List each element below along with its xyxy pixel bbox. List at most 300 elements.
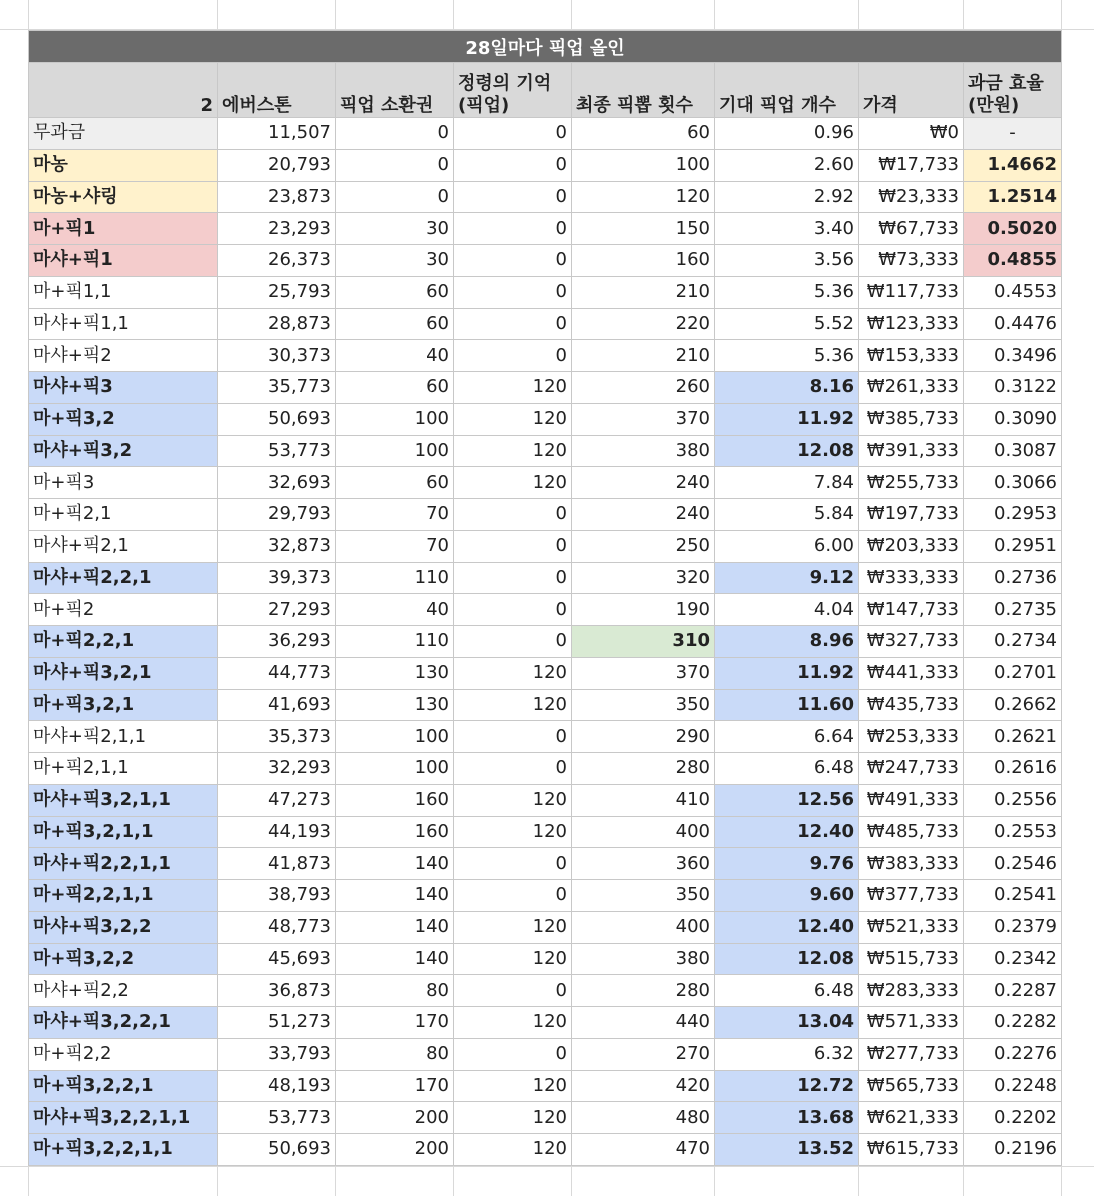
cell-pickup-ticket[interactable]: 100 (336, 435, 454, 467)
cell-spirit-memory[interactable]: 0 (454, 626, 572, 658)
cell-price[interactable]: ₩255,733 (859, 467, 964, 499)
table-row (29, 1007, 1062, 1039)
cell-everstone[interactable]: 11,507 (218, 118, 336, 150)
cell-spirit-memory[interactable]: 120 (454, 943, 572, 975)
cell-price[interactable]: ₩123,333 (859, 308, 964, 340)
table-row (29, 848, 1062, 880)
cell-price[interactable]: ₩441,333 (859, 657, 964, 689)
cell-everstone[interactable]: 53,773 (218, 435, 336, 467)
cell-pickup-ticket[interactable]: 140 (336, 880, 454, 912)
table-row (29, 943, 1062, 975)
cell-price[interactable]: ₩391,333 (859, 435, 964, 467)
cell-expected-pickups[interactable]: 2.92 (715, 181, 859, 213)
cell-name[interactable]: 마+픽2,1 (29, 499, 218, 531)
table-row (29, 753, 1062, 785)
cell-name[interactable]: 마+픽2,2,1,1 (29, 880, 218, 912)
cell-everstone[interactable]: 30,373 (218, 340, 336, 372)
cell-name[interactable]: 마+픽3,2,1 (29, 689, 218, 721)
cell-efficiency[interactable]: 0.2951 (964, 530, 1062, 562)
cell-final-pulls[interactable]: 310 (572, 626, 715, 658)
cell-pickup-ticket[interactable]: 130 (336, 689, 454, 721)
cell-spirit-memory[interactable]: 0 (454, 499, 572, 531)
table-row (29, 689, 1062, 721)
cell-efficiency[interactable]: 0.2662 (964, 689, 1062, 721)
cell-everstone[interactable]: 23,873 (218, 181, 336, 213)
cell-pickup-ticket[interactable]: 30 (336, 245, 454, 277)
cell-everstone[interactable]: 20,793 (218, 149, 336, 181)
cell-spirit-memory[interactable]: 120 (454, 1102, 572, 1134)
cell-name[interactable]: 마+픽3 (29, 467, 218, 499)
cell-final-pulls[interactable]: 320 (572, 562, 715, 594)
cell-pickup-ticket[interactable]: 70 (336, 499, 454, 531)
cell-final-pulls[interactable]: 160 (572, 245, 715, 277)
cell-everstone[interactable]: 26,373 (218, 245, 336, 277)
cell-final-pulls[interactable]: 270 (572, 1038, 715, 1070)
cell-price[interactable]: ₩615,733 (859, 1134, 964, 1166)
cell-final-pulls[interactable]: 380 (572, 943, 715, 975)
cell-expected-pickups[interactable]: 6.00 (715, 530, 859, 562)
cell-expected-pickups[interactable]: 12.40 (715, 911, 859, 943)
header-spirit-memory[interactable]: 정령의 기억 (픽업) (454, 63, 572, 118)
cell-everstone[interactable]: 25,793 (218, 276, 336, 308)
cell-price[interactable]: ₩571,333 (859, 1007, 964, 1039)
cell-expected-pickups[interactable]: 8.96 (715, 626, 859, 658)
cell-final-pulls[interactable]: 260 (572, 372, 715, 404)
cell-final-pulls[interactable]: 420 (572, 1070, 715, 1102)
cell-final-pulls[interactable]: 280 (572, 975, 715, 1007)
cell-spirit-memory[interactable]: 0 (454, 340, 572, 372)
cell-price[interactable]: ₩327,733 (859, 626, 964, 658)
cell-pickup-ticket[interactable]: 60 (336, 308, 454, 340)
cell-price[interactable]: ₩147,733 (859, 594, 964, 626)
cell-expected-pickups[interactable]: 2.60 (715, 149, 859, 181)
cell-everstone[interactable]: 32,693 (218, 467, 336, 499)
cell-spirit-memory[interactable]: 120 (454, 435, 572, 467)
cell-pickup-ticket[interactable]: 170 (336, 1070, 454, 1102)
cell-everstone[interactable]: 53,773 (218, 1102, 336, 1134)
cell-name[interactable]: 마+픽1,1 (29, 276, 218, 308)
cell-final-pulls[interactable]: 480 (572, 1102, 715, 1134)
cell-everstone[interactable]: 41,693 (218, 689, 336, 721)
cell-price[interactable]: ₩247,733 (859, 753, 964, 785)
cell-expected-pickups[interactable]: 9.12 (715, 562, 859, 594)
cell-expected-pickups[interactable]: 5.36 (715, 340, 859, 372)
cell-everstone[interactable]: 51,273 (218, 1007, 336, 1039)
table-row (29, 276, 1062, 308)
cell-expected-pickups[interactable]: 13.04 (715, 1007, 859, 1039)
table-row (29, 245, 1062, 277)
cell-final-pulls[interactable]: 250 (572, 530, 715, 562)
cell-everstone[interactable]: 48,193 (218, 1070, 336, 1102)
pickup-table (28, 30, 1062, 1166)
cell-name[interactable]: 마샤+픽1,1 (29, 308, 218, 340)
cell-name[interactable]: 마샤+픽3,2,2,1 (29, 1007, 218, 1039)
cell-price[interactable]: ₩383,333 (859, 848, 964, 880)
cell-final-pulls[interactable]: 190 (572, 594, 715, 626)
cell-efficiency[interactable]: 0.2287 (964, 975, 1062, 1007)
table-row (29, 657, 1062, 689)
cell-expected-pickups[interactable]: 11.92 (715, 657, 859, 689)
cell-efficiency[interactable]: 0.2276 (964, 1038, 1062, 1070)
cell-efficiency[interactable]: 0.2735 (964, 594, 1062, 626)
cell-spirit-memory[interactable]: 120 (454, 467, 572, 499)
cell-expected-pickups[interactable]: 5.52 (715, 308, 859, 340)
cell-final-pulls[interactable]: 240 (572, 499, 715, 531)
cell-name[interactable]: 마샤+픽3,2,2,1,1 (29, 1102, 218, 1134)
cell-price[interactable]: ₩565,733 (859, 1070, 964, 1102)
cell-final-pulls[interactable]: 380 (572, 435, 715, 467)
cell-price[interactable]: ₩333,333 (859, 562, 964, 594)
cell-name[interactable]: 마+픽2,1,1 (29, 753, 218, 785)
table-row (29, 975, 1062, 1007)
cell-name[interactable]: 마+픽2,2,1 (29, 626, 218, 658)
cell-expected-pickups[interactable]: 8.16 (715, 372, 859, 404)
cell-final-pulls[interactable]: 150 (572, 213, 715, 245)
cell-price[interactable]: ₩73,333 (859, 245, 964, 277)
cell-final-pulls[interactable]: 290 (572, 721, 715, 753)
cell-price[interactable]: ₩117,733 (859, 276, 964, 308)
cell-pickup-ticket[interactable]: 140 (336, 848, 454, 880)
cell-efficiency[interactable]: 0.2541 (964, 880, 1062, 912)
cell-efficiency[interactable]: 0.4553 (964, 276, 1062, 308)
cell-everstone[interactable]: 39,373 (218, 562, 336, 594)
cell-expected-pickups[interactable]: 12.40 (715, 816, 859, 848)
cell-everstone[interactable]: 32,293 (218, 753, 336, 785)
cell-spirit-memory[interactable]: 120 (454, 784, 572, 816)
cell-final-pulls[interactable]: 470 (572, 1134, 715, 1166)
cell-pickup-ticket[interactable]: 170 (336, 1007, 454, 1039)
cell-name[interactable]: 마샤+픽2,2,1 (29, 562, 218, 594)
cell-everstone[interactable]: 44,773 (218, 657, 336, 689)
cell-spirit-memory[interactable]: 120 (454, 403, 572, 435)
table-row (29, 403, 1062, 435)
cell-efficiency[interactable]: 0.2248 (964, 1070, 1062, 1102)
cell-pickup-ticket[interactable]: 140 (336, 943, 454, 975)
cell-spirit-memory[interactable]: 120 (454, 372, 572, 404)
cell-name[interactable]: 마샤+픽2 (29, 340, 218, 372)
cell-name[interactable]: 마+픽3,2,2,1,1 (29, 1134, 218, 1166)
cell-expected-pickups[interactable]: 13.68 (715, 1102, 859, 1134)
cell-pickup-ticket[interactable]: 140 (336, 911, 454, 943)
cell-everstone[interactable]: 36,293 (218, 626, 336, 658)
cell-pickup-ticket[interactable]: 0 (336, 181, 454, 213)
cell-name[interactable]: 마+픽3,2,2 (29, 943, 218, 975)
cell-efficiency[interactable]: - (964, 118, 1062, 150)
cell-everstone[interactable]: 38,793 (218, 880, 336, 912)
cell-pickup-ticket[interactable]: 60 (336, 276, 454, 308)
cell-pickup-ticket[interactable]: 160 (336, 784, 454, 816)
cell-price[interactable]: ₩385,733 (859, 403, 964, 435)
cell-name[interactable]: 마샤+픽3 (29, 372, 218, 404)
cell-pickup-ticket[interactable]: 0 (336, 118, 454, 150)
cell-efficiency[interactable]: 0.2701 (964, 657, 1062, 689)
cell-spirit-memory[interactable]: 0 (454, 848, 572, 880)
cell-efficiency[interactable]: 0.2342 (964, 943, 1062, 975)
cell-spirit-memory[interactable]: 0 (454, 308, 572, 340)
cell-pickup-ticket[interactable]: 0 (336, 149, 454, 181)
cell-pickup-ticket[interactable]: 30 (336, 213, 454, 245)
cell-efficiency[interactable]: 1.2514 (964, 181, 1062, 213)
table-row (29, 118, 1062, 150)
cell-pickup-ticket[interactable]: 200 (336, 1102, 454, 1134)
table-row (29, 784, 1062, 816)
cell-efficiency[interactable]: 0.2556 (964, 784, 1062, 816)
cell-final-pulls[interactable]: 120 (572, 181, 715, 213)
header-everstone[interactable]: 에버스톤 (218, 63, 336, 118)
cell-pickup-ticket[interactable]: 60 (336, 372, 454, 404)
cell-expected-pickups[interactable]: 5.36 (715, 276, 859, 308)
cell-efficiency[interactable]: 0.2621 (964, 721, 1062, 753)
cell-final-pulls[interactable]: 240 (572, 467, 715, 499)
table-row (29, 372, 1062, 404)
cell-price[interactable]: ₩153,333 (859, 340, 964, 372)
cell-spirit-memory[interactable]: 0 (454, 721, 572, 753)
cell-efficiency[interactable]: 0.2546 (964, 848, 1062, 880)
cell-spirit-memory[interactable]: 120 (454, 1070, 572, 1102)
cell-expected-pickups[interactable]: 9.60 (715, 880, 859, 912)
cell-pickup-ticket[interactable]: 110 (336, 626, 454, 658)
cell-spirit-memory[interactable]: 0 (454, 245, 572, 277)
cell-everstone[interactable]: 47,273 (218, 784, 336, 816)
cell-expected-pickups[interactable]: 7.84 (715, 467, 859, 499)
cell-name[interactable]: 마+픽2,2 (29, 1038, 218, 1070)
cell-expected-pickups[interactable]: 3.40 (715, 213, 859, 245)
cell-expected-pickups[interactable]: 0.96 (715, 118, 859, 150)
cell-expected-pickups[interactable]: 12.08 (715, 435, 859, 467)
header-name[interactable]: 2 (29, 63, 218, 118)
cell-everstone[interactable]: 50,693 (218, 1134, 336, 1166)
cell-efficiency[interactable]: 0.4855 (964, 245, 1062, 277)
cell-expected-pickups[interactable]: 6.48 (715, 753, 859, 785)
cell-name[interactable]: 마샤+픽3,2,1,1 (29, 784, 218, 816)
table-row (29, 308, 1062, 340)
cell-price[interactable]: ₩17,733 (859, 149, 964, 181)
cell-name[interactable]: 마샤+픽1 (29, 245, 218, 277)
cell-everstone[interactable]: 27,293 (218, 594, 336, 626)
cell-name[interactable]: 마농+샤링 (29, 181, 218, 213)
cell-name[interactable]: 마+픽1 (29, 213, 218, 245)
table-title[interactable]: 28일마다 픽업 올인 (29, 31, 1062, 63)
cell-price[interactable]: ₩277,733 (859, 1038, 964, 1070)
cell-name[interactable]: 마+픽3,2,1,1 (29, 816, 218, 848)
cell-spirit-memory[interactable]: 120 (454, 816, 572, 848)
cell-everstone[interactable]: 29,793 (218, 499, 336, 531)
cell-everstone[interactable]: 35,373 (218, 721, 336, 753)
cell-efficiency[interactable]: 0.2616 (964, 753, 1062, 785)
cell-efficiency[interactable]: 0.2379 (964, 911, 1062, 943)
header-final-pulls[interactable]: 최종 픽뽑 횟수 (572, 63, 715, 118)
cell-pickup-ticket[interactable]: 100 (336, 403, 454, 435)
cell-price[interactable]: ₩283,333 (859, 975, 964, 1007)
cell-pickup-ticket[interactable]: 80 (336, 1038, 454, 1070)
cell-everstone[interactable]: 28,873 (218, 308, 336, 340)
cell-name[interactable]: 마샤+픽3,2 (29, 435, 218, 467)
cell-expected-pickups[interactable]: 6.64 (715, 721, 859, 753)
cell-pickup-ticket[interactable]: 40 (336, 340, 454, 372)
cell-final-pulls[interactable]: 280 (572, 753, 715, 785)
cell-spirit-memory[interactable]: 0 (454, 975, 572, 1007)
cell-price[interactable]: ₩67,733 (859, 213, 964, 245)
cell-efficiency[interactable]: 0.3087 (964, 435, 1062, 467)
grid-line (0, 1166, 1094, 1167)
cell-final-pulls[interactable]: 410 (572, 784, 715, 816)
cell-expected-pickups[interactable]: 9.76 (715, 848, 859, 880)
cell-spirit-memory[interactable]: 120 (454, 911, 572, 943)
cell-expected-pickups[interactable]: 11.92 (715, 403, 859, 435)
cell-price[interactable]: ₩197,733 (859, 499, 964, 531)
cell-name[interactable]: 마+픽2 (29, 594, 218, 626)
table-row (29, 149, 1062, 181)
cell-price[interactable]: ₩521,333 (859, 911, 964, 943)
cell-name[interactable]: 마농 (29, 149, 218, 181)
cell-pickup-ticket[interactable]: 80 (336, 975, 454, 1007)
cell-name[interactable]: 마샤+픽2,1,1 (29, 721, 218, 753)
cell-final-pulls[interactable]: 350 (572, 689, 715, 721)
cell-expected-pickups[interactable]: 5.84 (715, 499, 859, 531)
cell-pickup-ticket[interactable]: 100 (336, 753, 454, 785)
cell-pickup-ticket[interactable]: 200 (336, 1134, 454, 1166)
table-row (29, 499, 1062, 531)
cell-spirit-memory[interactable]: 120 (454, 657, 572, 689)
cell-name[interactable]: 마샤+픽2,1 (29, 530, 218, 562)
header-pickup-ticket[interactable]: 픽업 소환권 (336, 63, 454, 118)
cell-expected-pickups[interactable]: 6.48 (715, 975, 859, 1007)
cell-price[interactable]: ₩485,733 (859, 816, 964, 848)
cell-everstone[interactable]: 23,293 (218, 213, 336, 245)
cell-price[interactable]: ₩23,333 (859, 181, 964, 213)
cell-everstone[interactable]: 32,873 (218, 530, 336, 562)
cell-pickup-ticket[interactable]: 100 (336, 721, 454, 753)
cell-expected-pickups[interactable]: 11.60 (715, 689, 859, 721)
cell-spirit-memory[interactable]: 0 (454, 562, 572, 594)
table-row (29, 626, 1062, 658)
cell-pickup-ticket[interactable]: 110 (336, 562, 454, 594)
cell-efficiency[interactable]: 0.3496 (964, 340, 1062, 372)
cell-price[interactable]: ₩515,733 (859, 943, 964, 975)
cell-price[interactable]: ₩621,333 (859, 1102, 964, 1134)
cell-spirit-memory[interactable]: 0 (454, 181, 572, 213)
cell-efficiency[interactable]: 0.3066 (964, 467, 1062, 499)
cell-spirit-memory[interactable]: 0 (454, 530, 572, 562)
cell-name[interactable]: 마샤+픽2,2,1,1 (29, 848, 218, 880)
cell-efficiency[interactable]: 0.3090 (964, 403, 1062, 435)
cell-expected-pickups[interactable]: 13.52 (715, 1134, 859, 1166)
cell-expected-pickups[interactable]: 3.56 (715, 245, 859, 277)
cell-final-pulls[interactable]: 400 (572, 816, 715, 848)
cell-final-pulls[interactable]: 370 (572, 657, 715, 689)
cell-efficiency[interactable]: 0.2553 (964, 816, 1062, 848)
cell-pickup-ticket[interactable]: 160 (336, 816, 454, 848)
cell-final-pulls[interactable]: 210 (572, 276, 715, 308)
cell-spirit-memory[interactable]: 0 (454, 880, 572, 912)
cell-everstone[interactable]: 45,693 (218, 943, 336, 975)
cell-everstone[interactable]: 44,193 (218, 816, 336, 848)
header-price[interactable]: 가격 (859, 63, 964, 118)
cell-final-pulls[interactable]: 400 (572, 911, 715, 943)
cell-everstone[interactable]: 33,793 (218, 1038, 336, 1070)
cell-expected-pickups[interactable]: 6.32 (715, 1038, 859, 1070)
cell-final-pulls[interactable]: 210 (572, 340, 715, 372)
cell-efficiency[interactable]: 1.4662 (964, 149, 1062, 181)
table-row (29, 435, 1062, 467)
cell-everstone[interactable]: 41,873 (218, 848, 336, 880)
cell-pickup-ticket[interactable]: 60 (336, 467, 454, 499)
cell-efficiency[interactable]: 0.3122 (964, 372, 1062, 404)
cell-efficiency[interactable]: 0.5020 (964, 213, 1062, 245)
cell-final-pulls[interactable]: 350 (572, 880, 715, 912)
table-row (29, 880, 1062, 912)
cell-expected-pickups[interactable]: 12.08 (715, 943, 859, 975)
cell-everstone[interactable]: 50,693 (218, 403, 336, 435)
cell-price[interactable]: ₩491,333 (859, 784, 964, 816)
cell-spirit-memory[interactable]: 0 (454, 213, 572, 245)
cell-spirit-memory[interactable]: 120 (454, 1134, 572, 1166)
cell-spirit-memory[interactable]: 0 (454, 276, 572, 308)
table-row (29, 1038, 1062, 1070)
cell-efficiency[interactable]: 0.2282 (964, 1007, 1062, 1039)
cell-efficiency[interactable]: 0.4476 (964, 308, 1062, 340)
cell-spirit-memory[interactable]: 0 (454, 149, 572, 181)
cell-expected-pickups[interactable]: 4.04 (715, 594, 859, 626)
cell-pickup-ticket[interactable]: 40 (336, 594, 454, 626)
header-expected-pickups[interactable]: 기대 픽업 개수 (715, 63, 859, 118)
cell-spirit-memory[interactable]: 120 (454, 1007, 572, 1039)
cell-spirit-memory[interactable]: 0 (454, 594, 572, 626)
table-row (29, 213, 1062, 245)
table-row (29, 911, 1062, 943)
cell-everstone[interactable]: 48,773 (218, 911, 336, 943)
cell-final-pulls[interactable]: 220 (572, 308, 715, 340)
cell-price[interactable]: ₩377,733 (859, 880, 964, 912)
cell-name[interactable]: 마샤+픽3,2,2 (29, 911, 218, 943)
table-row (29, 181, 1062, 213)
cell-efficiency[interactable]: 0.2736 (964, 562, 1062, 594)
header-efficiency[interactable]: 과금 효율 (만원) (964, 63, 1062, 118)
cell-price[interactable]: ₩253,333 (859, 721, 964, 753)
cell-efficiency[interactable]: 0.2953 (964, 499, 1062, 531)
cell-pickup-ticket[interactable]: 70 (336, 530, 454, 562)
cell-expected-pickups[interactable]: 12.72 (715, 1070, 859, 1102)
cell-price[interactable]: ₩261,333 (859, 372, 964, 404)
cell-name[interactable]: 마샤+픽3,2,1 (29, 657, 218, 689)
cell-efficiency[interactable]: 0.2734 (964, 626, 1062, 658)
cell-pickup-ticket[interactable]: 130 (336, 657, 454, 689)
cell-price[interactable]: ₩203,333 (859, 530, 964, 562)
cell-expected-pickups[interactable]: 12.56 (715, 784, 859, 816)
cell-name[interactable]: 마샤+픽2,2 (29, 975, 218, 1007)
cell-name[interactable]: 무과금 (29, 118, 218, 150)
cell-final-pulls[interactable]: 360 (572, 848, 715, 880)
cell-spirit-memory[interactable]: 0 (454, 118, 572, 150)
cell-name[interactable]: 마+픽3,2,2,1 (29, 1070, 218, 1102)
cell-everstone[interactable]: 36,873 (218, 975, 336, 1007)
cell-spirit-memory[interactable]: 0 (454, 1038, 572, 1070)
table-row (29, 340, 1062, 372)
table-row (29, 1134, 1062, 1166)
cell-efficiency[interactable]: 0.2202 (964, 1102, 1062, 1134)
cell-name[interactable]: 마+픽3,2 (29, 403, 218, 435)
cell-price[interactable]: ₩0 (859, 118, 964, 150)
cell-final-pulls[interactable]: 440 (572, 1007, 715, 1039)
cell-everstone[interactable]: 35,773 (218, 372, 336, 404)
cell-price[interactable]: ₩435,733 (859, 689, 964, 721)
cell-final-pulls[interactable]: 100 (572, 149, 715, 181)
cell-final-pulls[interactable]: 370 (572, 403, 715, 435)
cell-spirit-memory[interactable]: 120 (454, 689, 572, 721)
cell-final-pulls[interactable]: 60 (572, 118, 715, 150)
cell-efficiency[interactable]: 0.2196 (964, 1134, 1062, 1166)
cell-spirit-memory[interactable]: 0 (454, 753, 572, 785)
